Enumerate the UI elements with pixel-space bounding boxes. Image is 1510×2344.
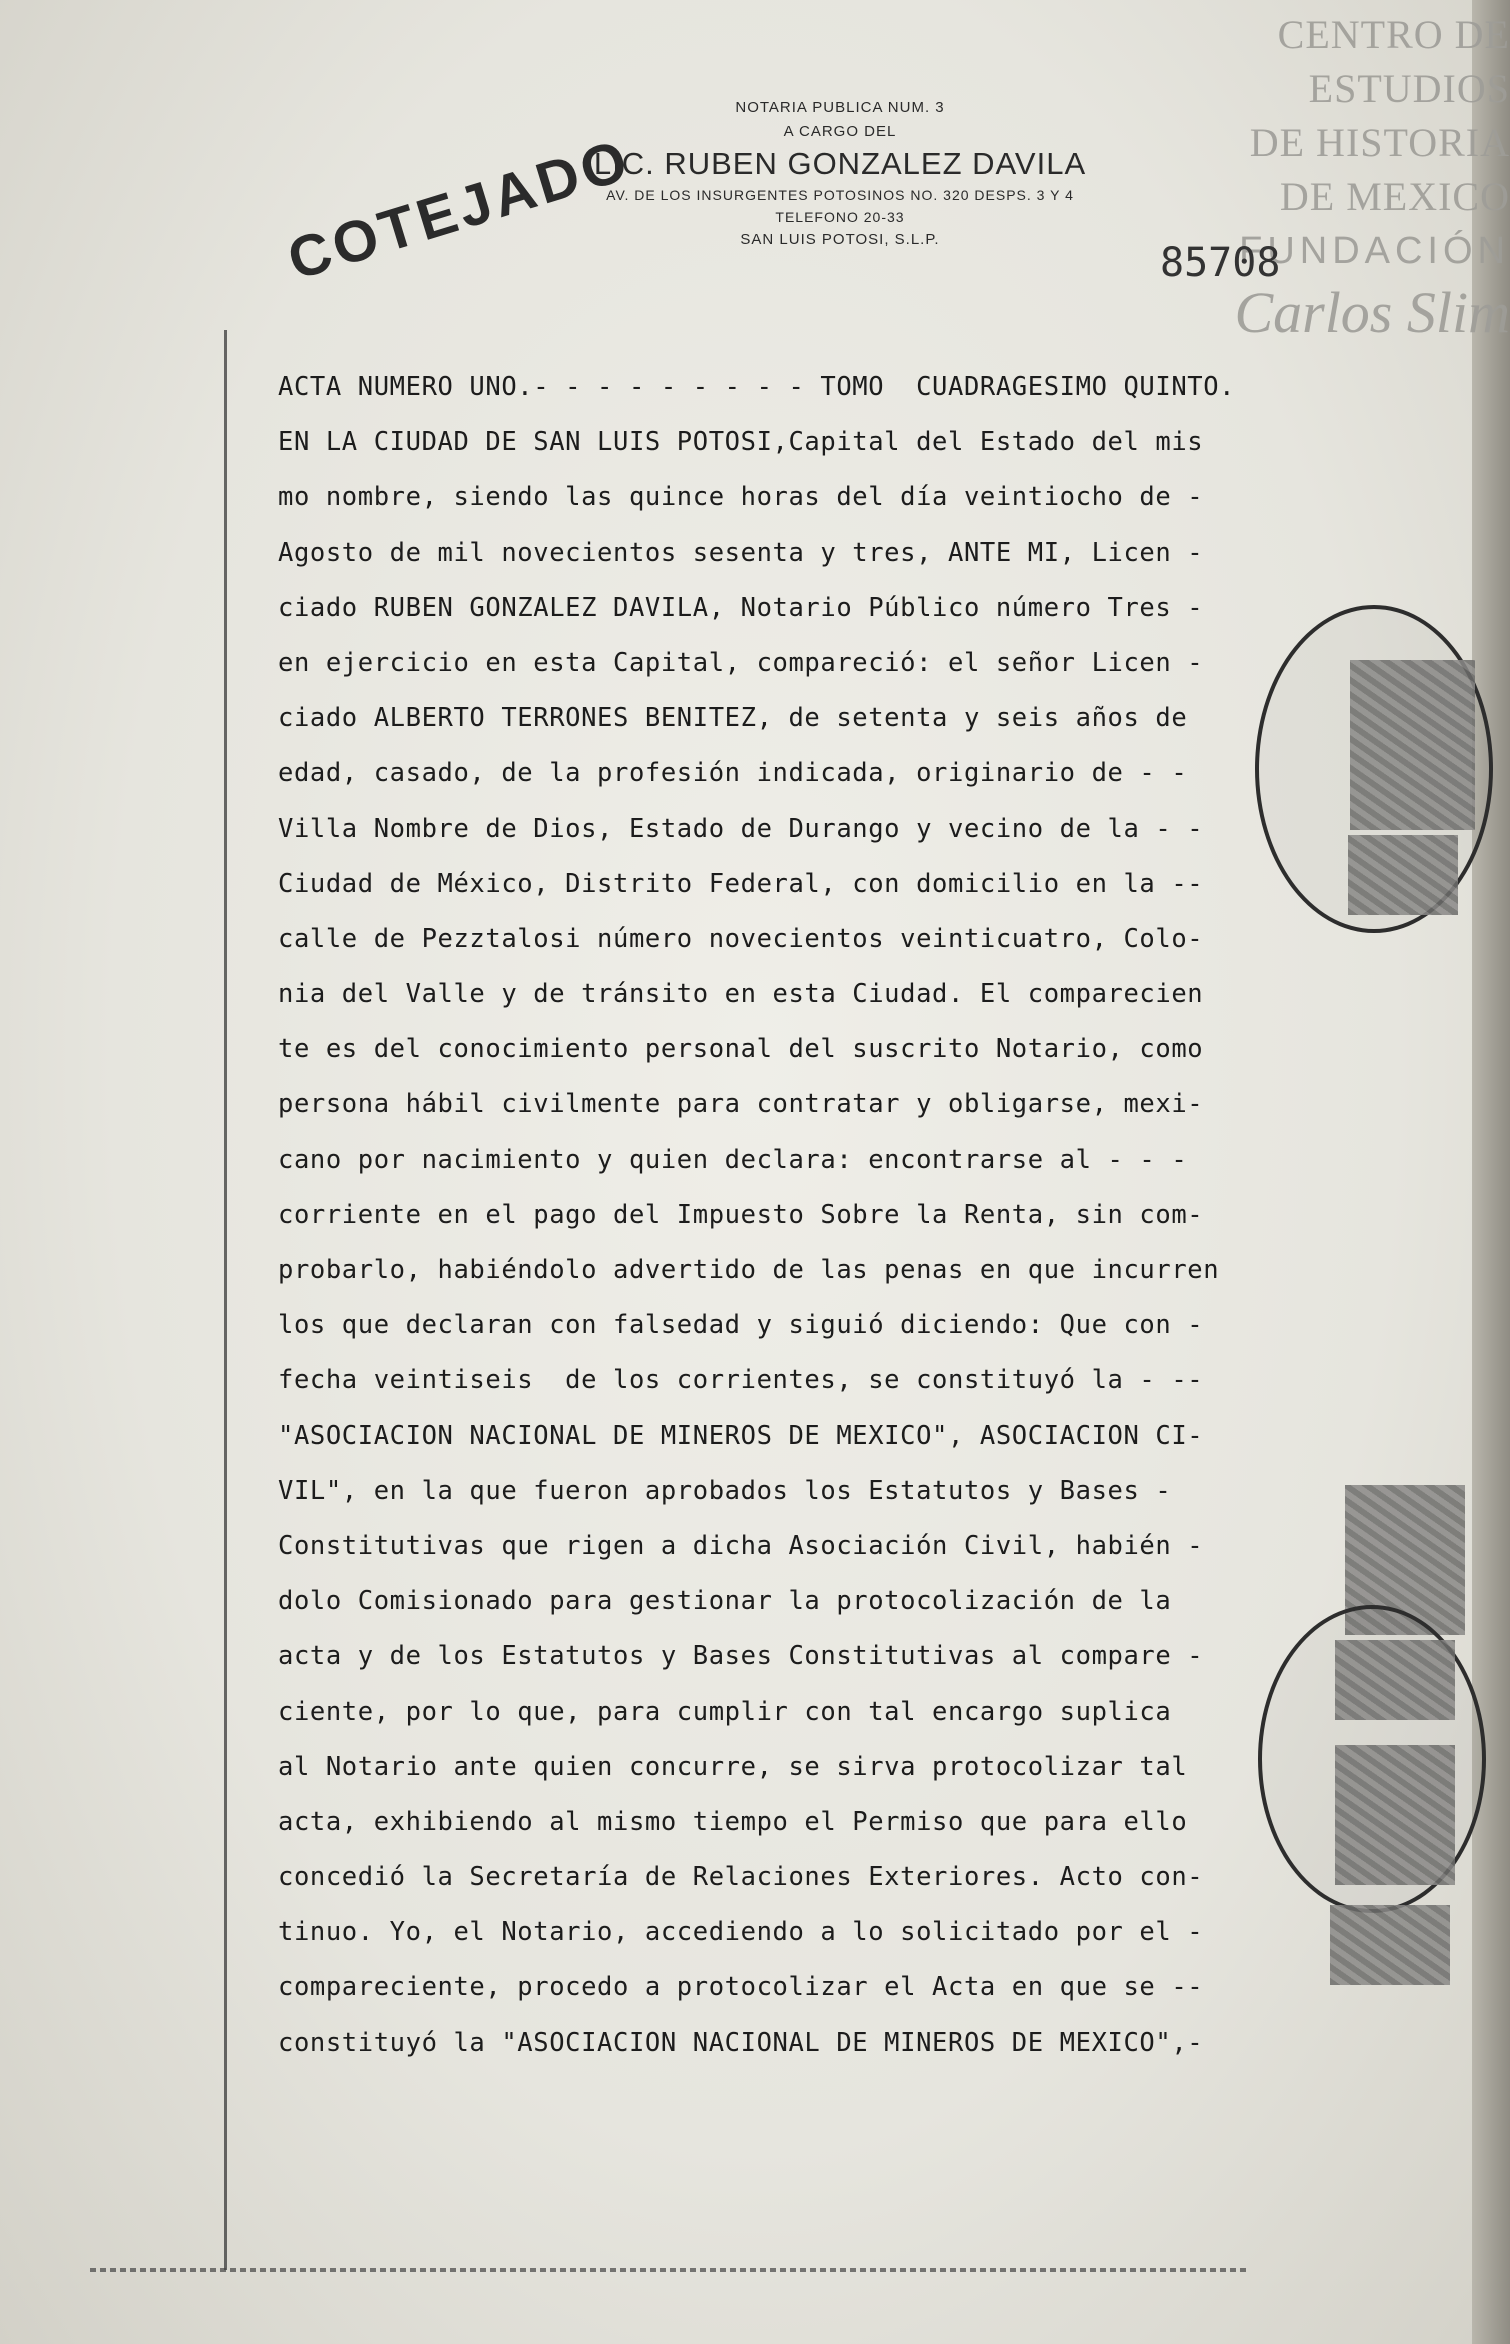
body-line: te es del conocimiento personal del suscrito Notario, como <box>278 1034 1204 1065</box>
fiscal-stamp-upper-2 <box>1348 835 1458 915</box>
left-margin-rule <box>224 330 227 2270</box>
body-line: constituyó la "ASOCIACION NACIONAL DE MINEROS DE MEXICO",- <box>278 2027 1204 2058</box>
body-line: corriente en el pago del Impuesto Sobre la Renta, sin com- <box>278 1199 1204 1230</box>
body-line: Ciudad de México, Distrito Federal, con domicilio en la -- <box>278 868 1204 899</box>
body-line: Villa Nombre de Dios, Estado de Durango y vecino de la - - <box>278 813 1204 844</box>
body-line: probarlo, habiéndolo advertido de las penas en que incurren <box>278 1255 1220 1285</box>
body-line: en ejercicio en esta Capital, compareció: el señor Licen - <box>278 647 1204 678</box>
body-line: Agosto de mil novecientos sesenta y tres, ANTE MI, Licen - <box>278 537 1204 568</box>
letterhead-a-cargo: A CARGO DEL <box>783 123 897 140</box>
body-line: tinuo. Yo, el Notario, accediendo a lo solicitado por el - <box>278 1917 1204 1948</box>
body-line: Constitutivas que rigen a dicha Asociación Civil, habién - <box>278 1530 1204 1561</box>
fiscal-stamp-lower-3 <box>1330 1905 1450 1985</box>
watermark-signature: Carlos Slim <box>1234 280 1510 345</box>
letterhead-notary-name: LIC. RUBEN GONZALEZ DAVILA <box>593 146 1087 181</box>
watermark-fundacion: FUNDACIÓN <box>1239 230 1510 272</box>
letterhead-phone: TELEFONO 20-33 <box>775 209 905 225</box>
body-line: EN LA CIUDAD DE SAN LUIS POTOSI,Capital del Estado del mis <box>278 427 1204 458</box>
body-line: acta, exhibiendo al mismo tiempo el Permiso que para ello <box>278 1806 1188 1837</box>
watermark-line-4: DE MEXICO <box>1279 174 1510 219</box>
body-line: ciente, por lo que, para cumplir con tal encargo suplica <box>278 1696 1172 1727</box>
body-line: ACTA NUMERO UNO.- - - - - - - - - TOMO CUADRAGESIMO QUINTO. <box>278 372 1236 402</box>
body-line: al Notario ante quien concurre, se sirva protocolizar tal <box>278 1751 1188 1782</box>
bottom-margin-rule <box>90 2268 1250 2272</box>
watermark-line-2: ESTUDIOS <box>1308 66 1510 111</box>
watermark-line-1: CENTRO DE <box>1277 12 1510 57</box>
letterhead-notaria: NOTARIA PUBLICA NUM. 3 <box>735 99 945 116</box>
body-line: nia del Valle y de tránsito en esta Ciudad. El comparecien <box>278 979 1204 1010</box>
fiscal-stamp-lower-2 <box>1335 1745 1455 1885</box>
page-edge-shadow <box>1472 0 1510 2344</box>
folio-number: 85708 <box>1160 240 1281 286</box>
body-line: VIL", en la que fueron aprobados los Estatutos y Bases - <box>278 1475 1172 1506</box>
fiscal-stamp-lower-1 <box>1335 1640 1455 1720</box>
body-line: cano por nacimiento y quien declara: encontrarse al - - - <box>278 1144 1188 1175</box>
fiscal-stamp-upper-1 <box>1350 660 1475 830</box>
notary-letterhead <box>560 96 1120 252</box>
body-line: calle de Pezztalosi número novecientos veinticuatro, Colo- <box>278 923 1204 954</box>
cotejado-stamp: COTEJADO <box>280 126 639 293</box>
body-line: mo nombre, siendo las quince horas del día veintiocho de - <box>278 482 1204 513</box>
letterhead-city: SAN LUIS POTOSI, S.L.P. <box>740 231 940 248</box>
watermark-line-3: DE HISTORIA <box>1249 120 1510 165</box>
body-line: concedió la Secretaría de Relaciones Exteriores. Acto con- <box>278 1862 1204 1893</box>
body-line: compareciente, procedo a protocolizar el Acta en que se -- <box>278 1972 1204 2003</box>
body-line: ciado RUBEN GONZALEZ DAVILA, Notario Público número Tres - <box>278 592 1204 623</box>
body-line: edad, casado, de la profesión indicada, originario de - - <box>278 758 1188 789</box>
body-line: acta y de los Estatutos y Bases Constitutivas al compare - <box>278 1641 1204 1672</box>
body-line: dolo Comisionado para gestionar la protocolización de la <box>278 1586 1172 1617</box>
body-line: fecha veintiseis de los corrientes, se constituyó la - -- <box>278 1365 1204 1396</box>
body-line: persona hábil civilmente para contratar y obligarse, mexi- <box>278 1089 1204 1120</box>
letterhead-address: AV. DE LOS INSURGENTES POTOSINOS NO. 320 DESPS. 3 Y 4 <box>606 187 1074 203</box>
body-line: "ASOCIACION NACIONAL DE MINEROS DE MEXICO", ASOCIACION CI- <box>278 1420 1204 1451</box>
deed-body-text <box>278 360 1318 2071</box>
body-line: ciado ALBERTO TERRONES BENITEZ, de setenta y seis años de <box>278 703 1188 734</box>
archive-watermark <box>1150 8 1510 348</box>
body-line: los que declaran con falsedad y siguió diciendo: Que con - <box>278 1310 1204 1341</box>
